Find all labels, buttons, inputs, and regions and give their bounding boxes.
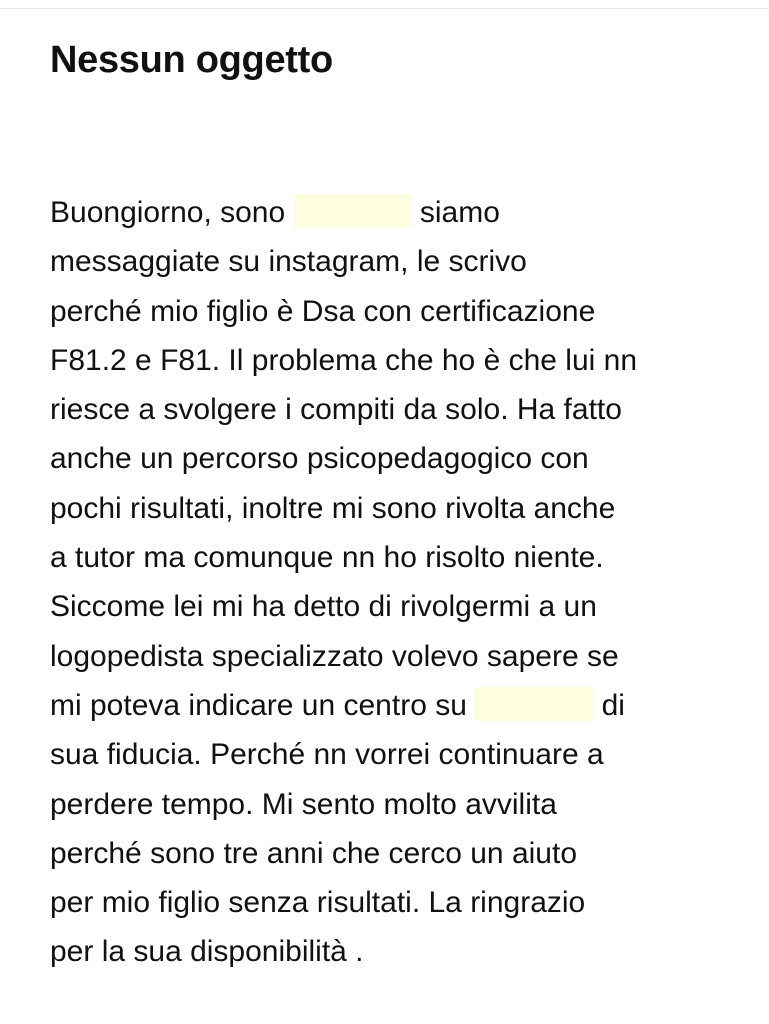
email-subject: Nessun oggetto [50, 39, 333, 81]
body-line: per mio figlio senza risultati. La ringrazio [50, 886, 586, 920]
body-line: per la sua disponibilità . [50, 935, 364, 969]
body-line: Siccome lei mi ha detto di rivolgermi a un [50, 590, 597, 624]
body-line: perché mio figlio è Dsa con certificazione [50, 294, 596, 328]
body-line: Buongiorno, sono siamo [50, 196, 500, 229]
body-line: F81.2 e F81. Il problema che ho è che lui nn [50, 343, 638, 377]
redacted-location [475, 687, 593, 721]
body-line: messaggiate su instagram, le scrivo [50, 245, 527, 279]
redacted-name [294, 194, 412, 228]
body-line: a tutor ma comunque nn ho risolto niente. [50, 541, 604, 575]
body-line: perché sono tre anni che cerco un aiuto [50, 836, 578, 870]
body-line: pochi risultati, inoltre mi sono rivolta anche [50, 491, 616, 525]
body-line: riesce a svolgere i compiti da solo. Ha fatto [50, 393, 622, 427]
body-line: perdere tempo. Mi sento molto avvilita [50, 787, 557, 821]
body-line: logopedista specializzato volevo sapere se [50, 639, 619, 673]
top-divider [0, 8, 769, 9]
body-line: mi poteva indicare un centro su di [50, 688, 625, 722]
body-line: anche un percorso psicopedagogico con [50, 442, 589, 476]
body-line: sua fiducia. Perché nn vorrei continuare a [50, 738, 604, 772]
email-body[interactable] [50, 188, 750, 977]
